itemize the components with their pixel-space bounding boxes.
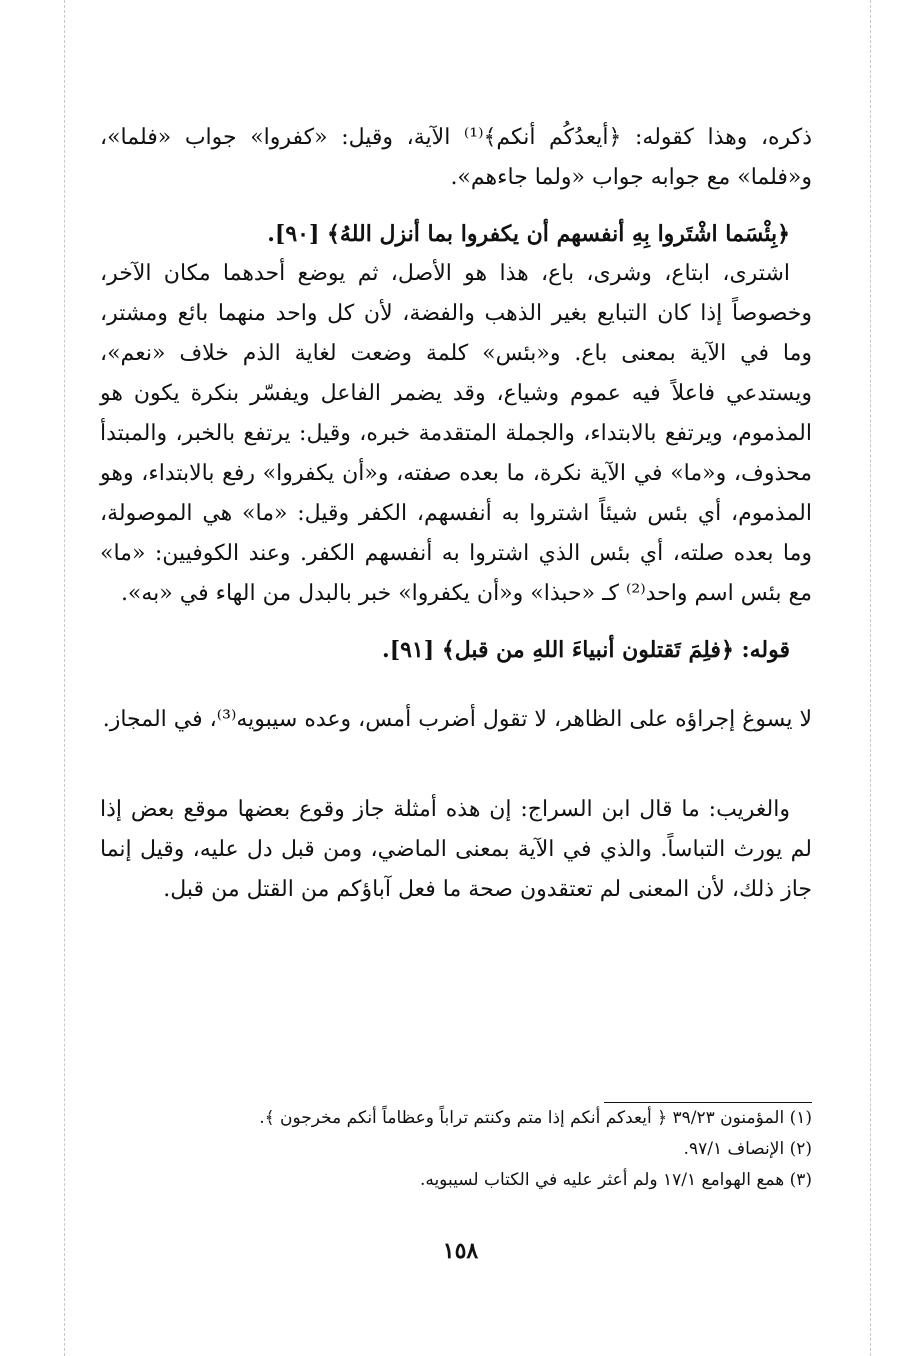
footnote-3: (٣) همع الهوامع ١٧/١ ولم أعثر عليه في الكتاب لسيبويه. — [419, 1170, 812, 1190]
main-text — [100, 118, 812, 910]
paragraph-gharib: والغريب: ما قال ابن السراج: إن هذه أمثلة جاز وقوع بعضها موقع بعض إذا لم يورث التباساً. والذي في الآية بمعنى الماضي، ومن قبل دل عليه، وقيل إنما جاز ذلك، لأن المعنى لم تعتقدون صحة ما فعل آباؤكم من القتل من قبل. — [100, 797, 812, 902]
footnote-2: (٢) الإنصاف ٩٧/١. — [683, 1139, 812, 1159]
paragraph-commentary-91: لا يسوغ إجراؤه على الظاهر، لا تقول أضرب أمس، وعده سيبويه⁽³⁾، في المجاز. — [102, 707, 812, 732]
footnotes — [100, 1102, 812, 1196]
paragraph-continuation: ذكره، وهذا كقوله: ﴿أيعدُكُم أنكم﴾⁽¹⁾ الآية، وقيل: «كفروا» جواب «فلما»، و«فلما» مع جوابه جواب «ولما جاءهم». — [100, 125, 812, 190]
footnote-1: (١) المؤمنون ٣٩/٢٣ ﴿ أيعدكم أنكم إذا متم وكنتم تراباً وعظاماً أنكم مخرجون ﴾. — [259, 1108, 812, 1128]
verse-heading-91: قوله: ﴿فلِمَ تَقتلون أنبياءَ اللهِ من قبل﴾ [٩١]. — [382, 637, 790, 663]
right-scan-border — [870, 0, 871, 1356]
verse-heading-90: ﴿بِئْسَما اشْتَروا بِهِ أنفسهم أن يكفروا بما أنزل اللهُ﴾ [٩٠]. — [267, 221, 790, 247]
page-number: ١٥٨ — [442, 1238, 479, 1264]
paragraph-commentary-90: اشترى، ابتاع، وشرى، باع، هذا هو الأصل، ثم يوضع أحدهما مكان الآخر، وخصوصاً إذا كان التبايع بغير الذهب والفضة، لأن كل واحد منهما بائع ومشتر، وما في الآية بمعنى باع. و«بئس» كلمة وضعت لغاية الذم خلاف «نعم»، ويستدعي فاعلاً فيه عموم وشياع، وقد يضمر الفاعل ويفسّر بنكرة يكون هو المذموم، ويرتفع بالابتداء، والجملة المتقدمة خبره، وقيل: يرتفع بالخبر، والمبتدأ محذوف، و«ما» في الآية نكرة، ما بعده صفته، و«أن يكفروا» رفع بالابتداء، وهو المذموم، أي بئس شيئاً اشتروا به أنفسهم، الكفر وقيل: «ما» هي الموصولة، وما بعده صلته، أي بئس الذي اشتروا به أنفسهم الكفر. وعند الكوفيين: «ما» مع بئس اسم واحد⁽²⁾ كـ «حبذا» و«أن يكفروا» خبر بالبدل من الهاء في «به». — [100, 261, 812, 606]
left-scan-border — [64, 0, 65, 1356]
